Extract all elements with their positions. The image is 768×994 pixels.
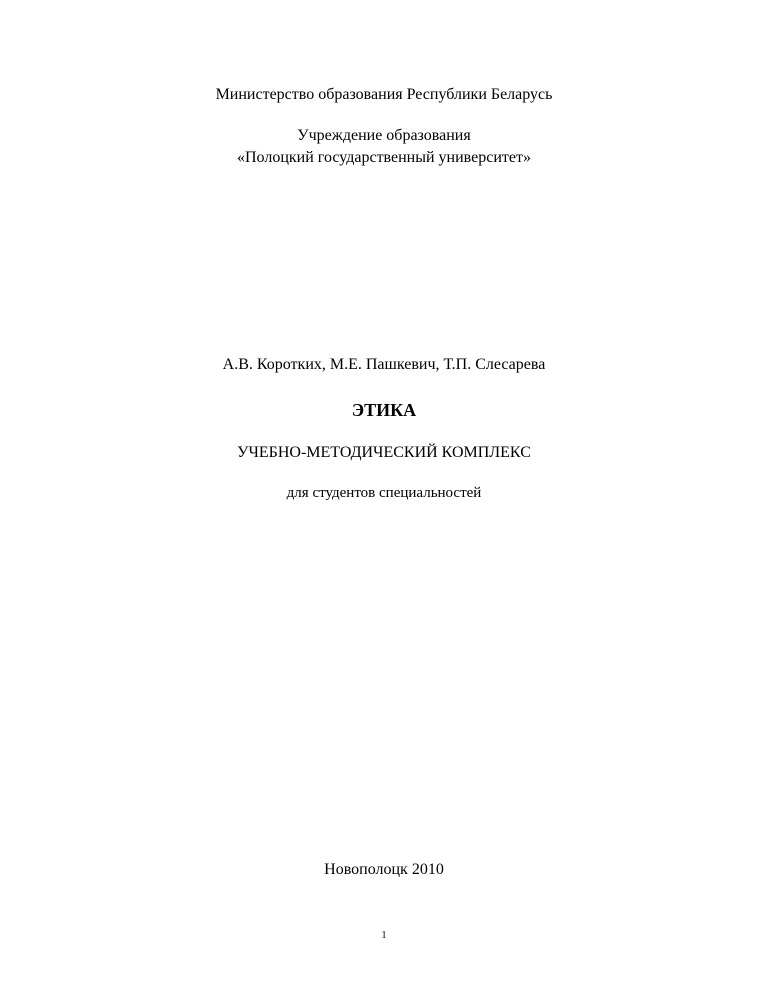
university-name: «Полоцкий государственный университет» xyxy=(236,149,531,166)
target-audience: для студентов специальностей xyxy=(286,485,482,501)
authors: А.В. Коротких, М.Е. Пашкевич, Т.П. Слесарева xyxy=(222,356,546,373)
page-number: 1 xyxy=(381,930,387,941)
place-and-year: Новополоцк 2010 xyxy=(324,861,444,878)
ministry-name: Министерство образования Республики Беларусь xyxy=(215,86,553,103)
document-title: ЭТИКА xyxy=(351,400,417,420)
document-subtitle: УЧЕБНО-МЕТОДИЧЕСКИЙ КОМПЛЕКС xyxy=(237,444,531,461)
institution-type: Учреждение образования xyxy=(297,127,471,144)
